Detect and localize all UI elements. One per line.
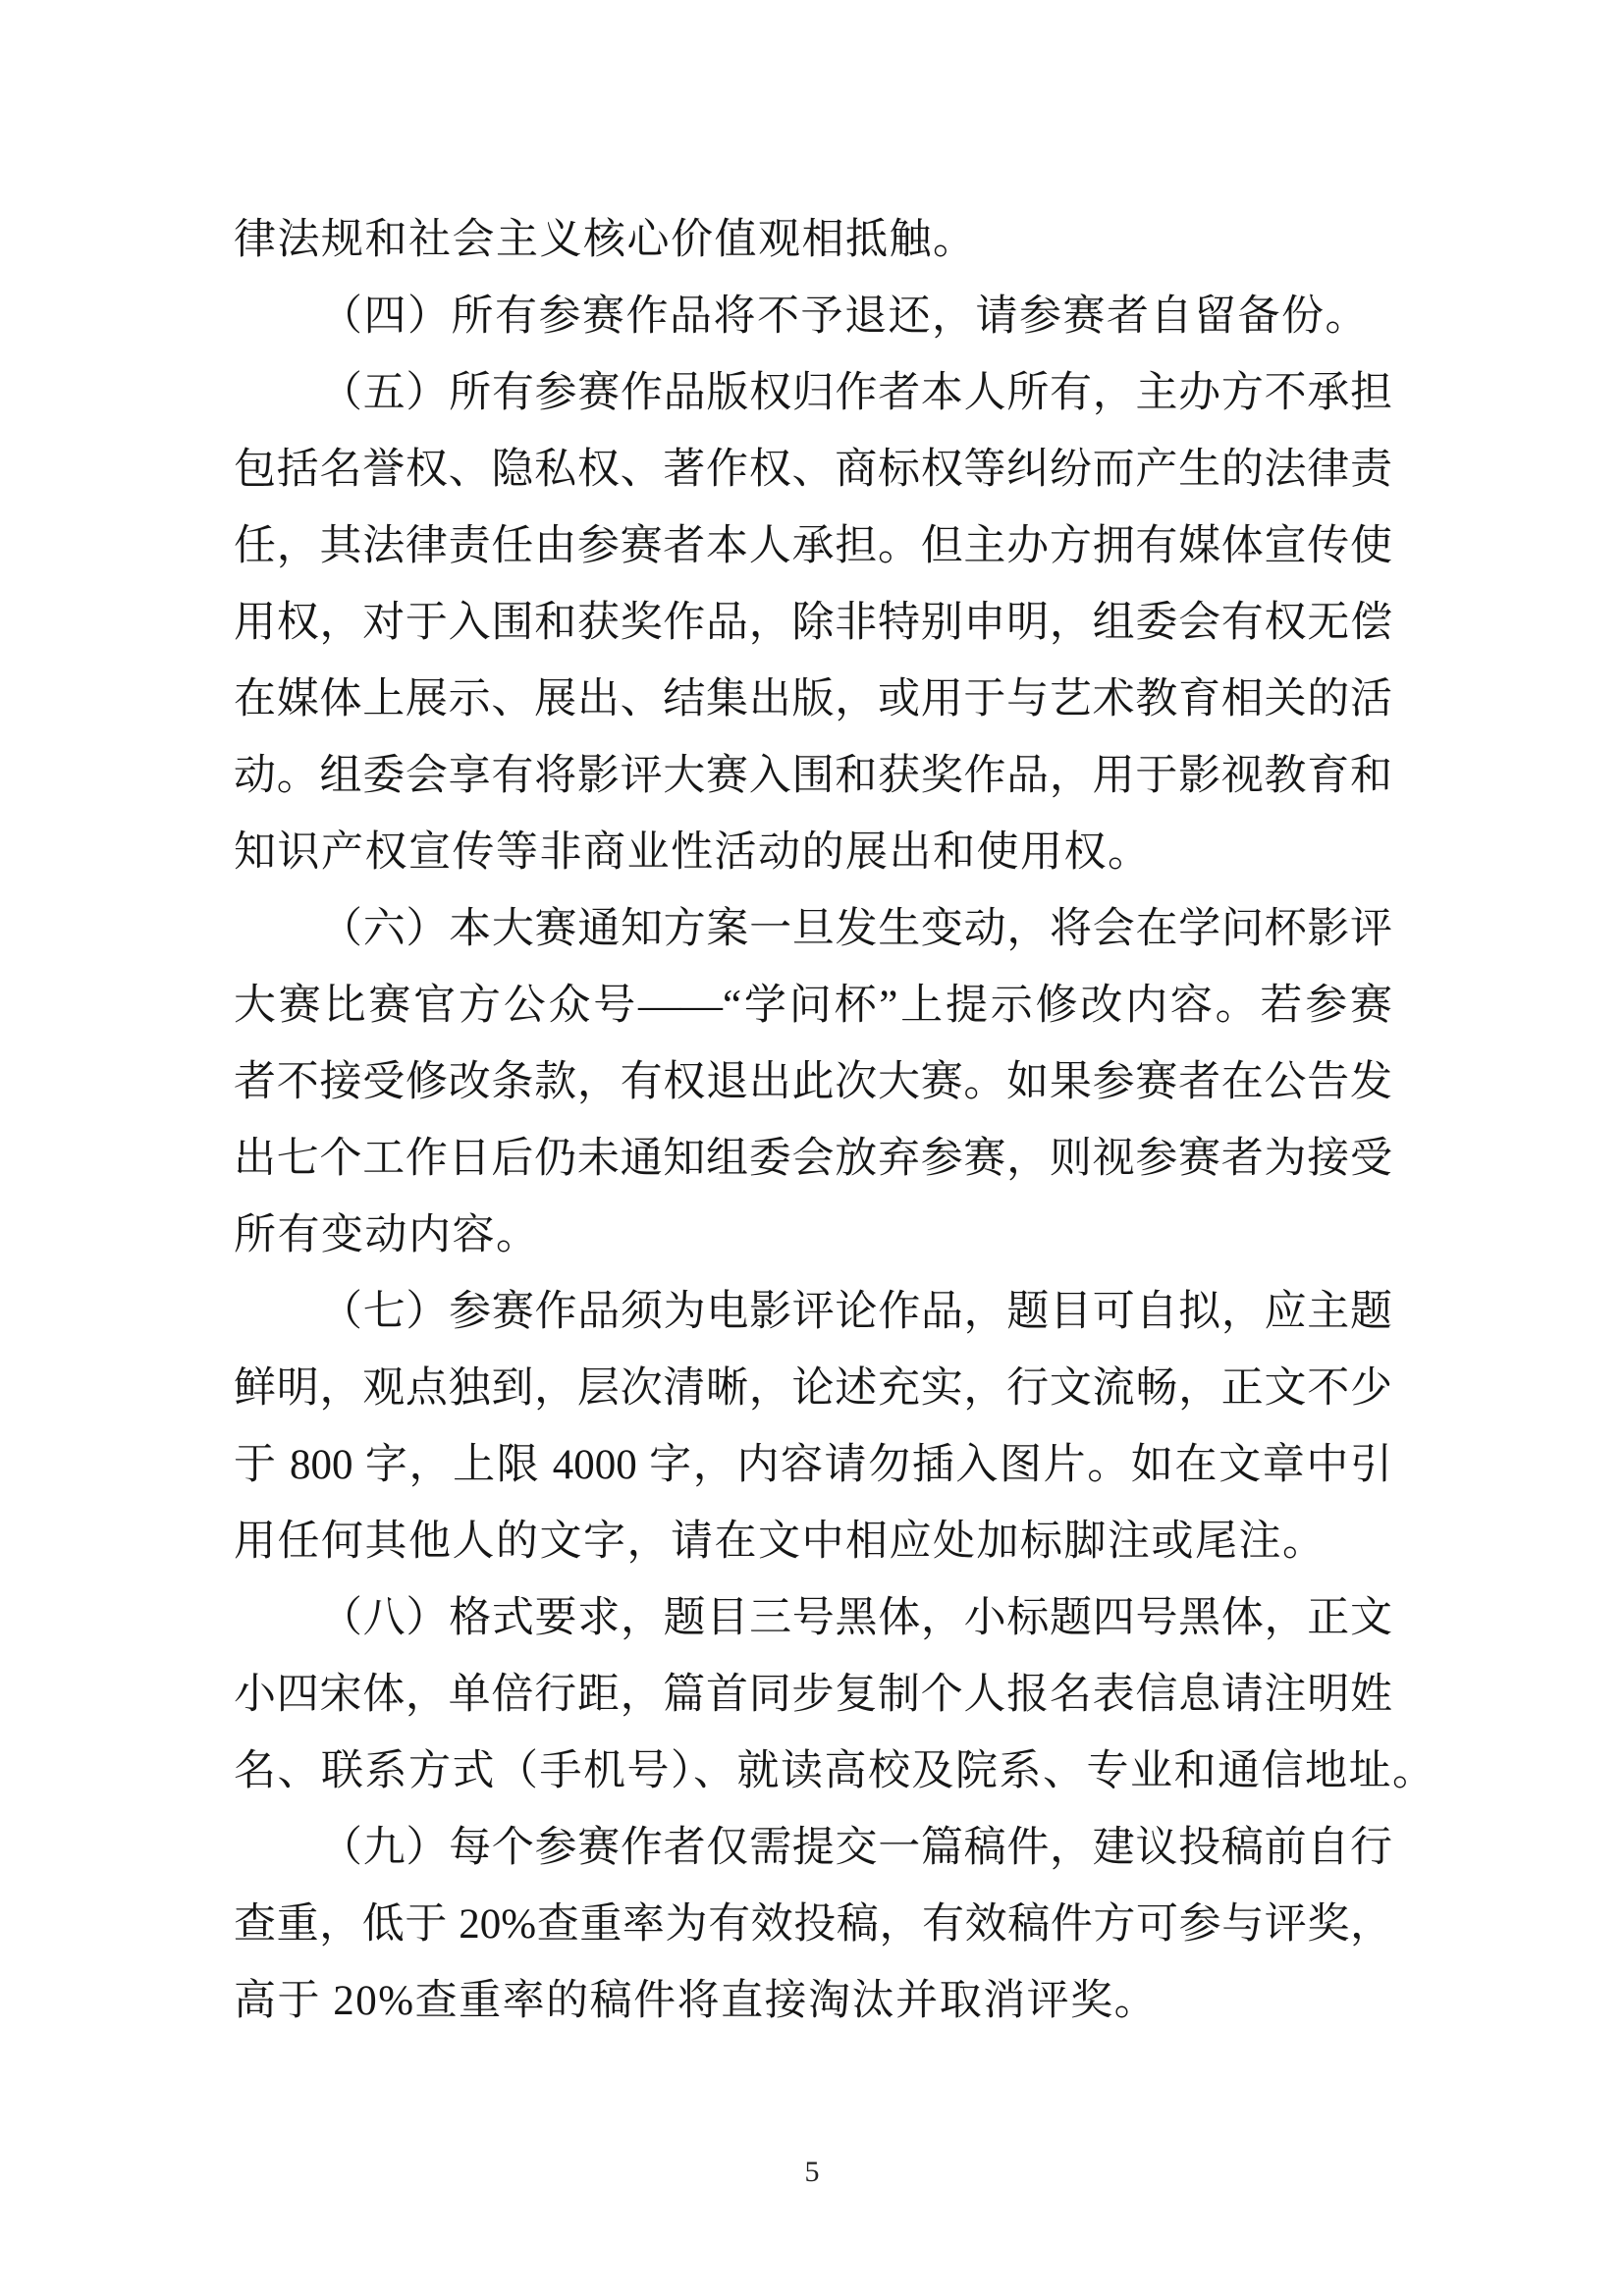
text-line: 任，其法律责任由参赛者本人承担。但主办方拥有媒体宣传使: [234, 523, 1392, 569]
text-line: 律法规和社会主义核心价值观相抵触。: [234, 217, 977, 263]
text-line: （四）所有参赛作品将不予退还，请参赛者自留备份。: [320, 294, 1369, 340]
text-line: 在媒体上展示、展出、结集出版，或用于与艺术教育相关的活: [234, 676, 1392, 722]
text-line: 知识产权宣传等非商业性活动的展出和使用权。: [234, 829, 1152, 876]
text-line: 用任何其他人的文字，请在文中相应处加标脚注或尾注。: [234, 1519, 1326, 1565]
text-line: 查重，低于 20%查重率为有效投稿，有效稿件方可参与评奖，: [234, 1901, 1392, 1948]
text-line: 包括名誉权、隐私权、著作权、商标权等纠纷而产生的法律责: [234, 447, 1392, 493]
text-line: 于 800 字，上限 4000 字，内容请勿插入图片。如在文章中引: [234, 1442, 1392, 1488]
text-line: （七）参赛作品须为电影评论作品，题目可自拟，应主题: [320, 1289, 1392, 1335]
text-line: 动。组委会享有将影评大赛入围和获奖作品，用于影视教育和: [234, 753, 1392, 799]
text-line: 者不接受修改条款，有权退出此次大赛。如果参赛者在公告发: [234, 1059, 1392, 1105]
text-line: 所有变动内容。: [234, 1212, 540, 1258]
body-text-block: [234, 202, 1436, 2040]
text-line: 大赛比赛官方公众号——“学问杯”上提示修改内容。若参赛: [234, 983, 1392, 1029]
text-line: （八）格式要求，题目三号黑体，小标题四号黑体，正文: [320, 1595, 1392, 1641]
text-line: 鲜明，观点独到，层次清晰，论述充实，行文流畅，正文不少: [234, 1365, 1392, 1412]
text-line: （五）所有参赛作品版权归作者本人所有，主办方不承担: [320, 370, 1392, 416]
text-line: 用权，对于入围和获奖作品，除非特别申明，组委会有权无偿: [234, 600, 1392, 646]
text-line: （九）每个参赛作者仅需提交一篇稿件，建议投稿前自行: [320, 1825, 1392, 1871]
text-line: （六）本大赛通知方案一旦发生变动，将会在学问杯影评: [320, 906, 1392, 952]
page-number: 5: [804, 2156, 820, 2188]
text-line: 名、联系方式（手机号）、就读高校及院系、专业和通信地址。: [234, 1748, 1436, 1794]
text-line: 出七个工作日后仍未通知组委会放弃参赛，则视参赛者为接受: [234, 1136, 1392, 1182]
text-line: 小四宋体，单倍行距，篇首同步复制个人报名表信息请注明姓: [234, 1672, 1392, 1718]
text-line: 高于 20%查重率的稿件将直接淘汰并取消评奖。: [234, 1978, 1159, 2024]
